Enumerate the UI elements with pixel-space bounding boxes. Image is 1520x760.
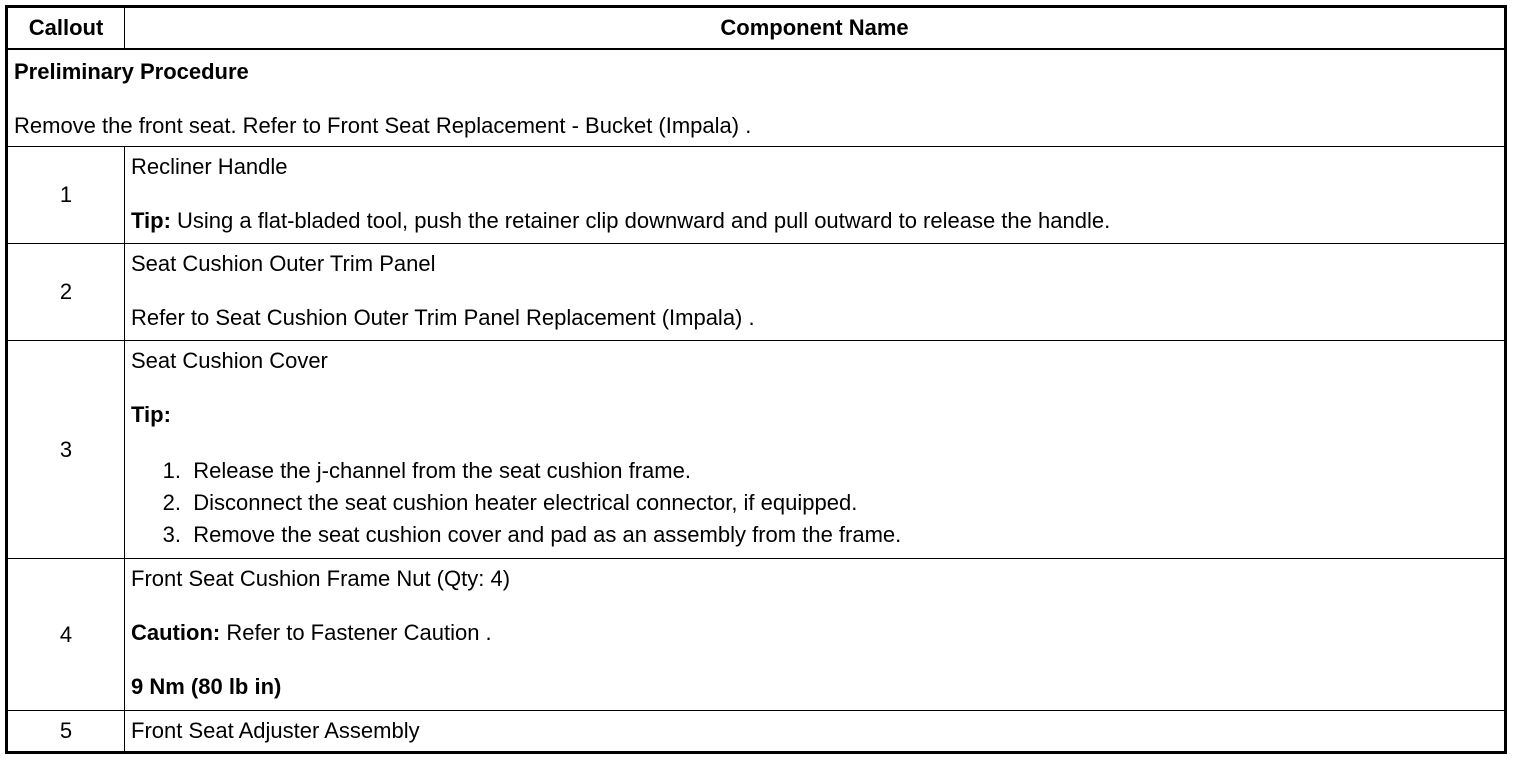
step-item (131, 455, 1498, 487)
callout-number: 2 (7, 244, 125, 341)
caution-line (131, 619, 1498, 647)
component-name: Recliner Handle (131, 154, 288, 179)
header-component-name: Component Name (125, 7, 1506, 50)
component-cell (125, 341, 1506, 559)
step-item (131, 519, 1498, 551)
step-number: 1. (162, 458, 181, 483)
callout-number: 1 (7, 147, 125, 244)
component-cell (125, 244, 1506, 341)
reference-note: Refer to Seat Cushion Outer Trim Panel Replacement (Impala) . (131, 305, 755, 330)
component-cell (125, 711, 1506, 753)
step-item (131, 487, 1498, 519)
preliminary-title: Preliminary Procedure (14, 59, 249, 84)
preliminary-text: Remove the front seat. Refer to Front Seat Replacement - Bucket (Impala) . (14, 113, 752, 138)
table-row (7, 147, 1506, 244)
step-number: 3. (162, 522, 181, 547)
step-text: Disconnect the seat cushion heater electrical connector, if equipped. (193, 490, 858, 515)
step-number: 2. (162, 490, 181, 515)
step-text: Remove the seat cushion cover and pad as an assembly from the frame. (193, 522, 902, 547)
table-row (7, 559, 1506, 711)
table-header-row (7, 7, 1506, 50)
tip-line (131, 207, 1498, 235)
caution-label: Caution: (131, 620, 221, 645)
table-row (7, 244, 1506, 341)
component-name: Seat Cushion Cover (131, 348, 328, 373)
step-list (131, 455, 1498, 551)
tip-label: Tip: (131, 208, 171, 233)
callout-number: 3 (7, 341, 125, 559)
tip-text: Using a flat-bladed tool, push the retainer clip downward and pull outward to release the handle. (170, 208, 1111, 233)
procedure-table (5, 5, 1507, 754)
torque-spec: 9 Nm (80 lb in) (131, 674, 282, 699)
component-name: Front Seat Adjuster Assembly (131, 718, 420, 743)
callout-number: 5 (7, 711, 125, 753)
callout-number: 4 (7, 559, 125, 711)
tip-label: Tip: (131, 402, 171, 427)
component-name: Front Seat Cushion Frame Nut (Qty: 4) (131, 566, 511, 591)
component-cell (125, 559, 1506, 711)
table-row (7, 711, 1506, 753)
table-row (7, 341, 1506, 559)
header-callout: Callout (7, 7, 125, 50)
step-text: Release the j-channel from the seat cushion frame. (193, 458, 691, 483)
component-cell (125, 147, 1506, 244)
caution-text: Refer to Fastener Caution . (220, 620, 492, 645)
preliminary-row (7, 49, 1506, 147)
component-name: Seat Cushion Outer Trim Panel (131, 251, 436, 276)
preliminary-cell (7, 49, 1506, 147)
